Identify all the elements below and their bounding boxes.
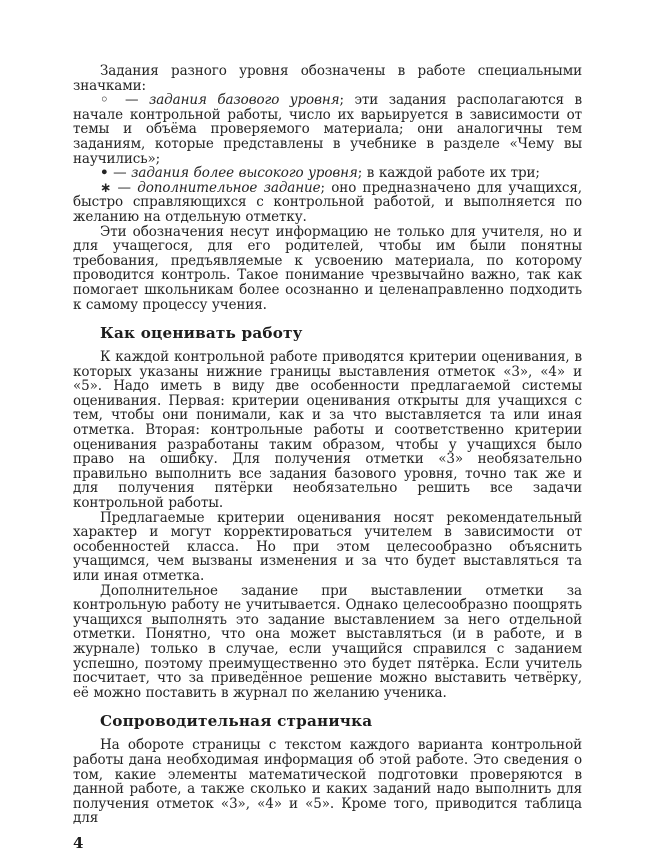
bullet-item-higher-level [73, 166, 582, 181]
text-column [73, 64, 582, 852]
paragraph-grading-criteria: К каждой контрольной работе приводятся критерии оценивания, в которых указаны нижние границы выставления отметок «3», «4» и «5». Надо иметь в виду две особенности предлагаемой системы оценивания. Первая: критерии оценивания открыты для учащихся с тем, чтобы они понимали, как и за что выставляется та или иная отметка. Вторая: контрольные работы и соответственно критерии оценивания разработаны таким образом, чтобы у учащихся было право на ошибку. Для получения отметки «3» необязательно правильно выполнить все задания базового уровня, точно так же и для получения пятёрки необязательно решить все задачи контрольной работы. [73, 349, 582, 512]
paragraph-extra-task-grading: Дополнительное задание при выставлении отметки за контрольную работу не учитывается. Однако целесообразно поощрять учащихся выполнять это задание выставлением за него отдельной отметки. Понятно, что она может выставляться (и в работе, и в журнале) только в случае, если учащийся справился с заданием успешно, поэтому преимущественно это будет пятёрка. Если учитель посчитает, что за приведённое решение можно выставить четвёрку, её можно поставить в журнал по желанию ученика. [73, 582, 582, 701]
paragraph-criteria-recommendation: Предлагаемые критерии оценивания носят рекомендательный характер и могут корректироваться учителем в зависимости от особенностей класса. Но при этом целесообразно объяснить учащимся, чем вызваны изменения и за что будет выставляться та или иная отметка. [73, 509, 582, 584]
bullet-item-higher-level-text: — задания более высокого уровня; в каждой работе их три; [108, 165, 540, 182]
paragraph-symbols-meaning: Эти обозначения несут информацию не только для учителя, но и для учащегося, для его родителей, чтобы им были понятны требования, предъявляемые к усвоению материала, по которому проводится контроль. Такое понимание чрезвычайно важно, так как помогает школьникам более осознанно и целенаправленно подходить к самому процессу учения. [73, 223, 582, 313]
filled-circle-bullet-icon: • [100, 165, 109, 182]
paragraph-accompanying-info: На обороте страницы с текстом каждого варианта контрольной работы дана необходимая информация об этой работе. Это сведения о том, какие элементы математической подготовки проверяются в данной работе, а также сколько и каких заданий надо выполнить для получения отметок «3», «4» и «5». Кроме того, приводится таблица для [73, 737, 582, 827]
bullet-item-basic-level-text: — задания базового уровня; эти задания располагаются в начале контрольной работы, число их варьируется в зависимости от темы и объёма проверяемого материала; они аналогичны тем заданиям, которые представлены в учебнике в разделе «Чему вы научились»; [73, 92, 582, 167]
asterisk-bullet-icon: ∗ [100, 179, 112, 196]
bullet-item-extra-task-text: — дополнительное задание; оно предназначено для учащихся, быстро справляющихся с контрольной работой, и выполняется по желанию на отдельную отметку. [73, 179, 582, 225]
bullet-item-extra-task [73, 181, 582, 225]
page-number: 4 [73, 833, 84, 852]
bullet-item-basic-level [73, 93, 582, 166]
section-heading-accompanying-page: Сопроводительная страничка [100, 712, 373, 731]
circle-outline-bullet-icon: ◦ [100, 92, 115, 109]
paragraph-symbols-intro: Задания разного уровня обозначены в работе специальными значками: [73, 63, 582, 94]
section-heading-how-to-grade: Как оценивать работу [100, 324, 303, 343]
